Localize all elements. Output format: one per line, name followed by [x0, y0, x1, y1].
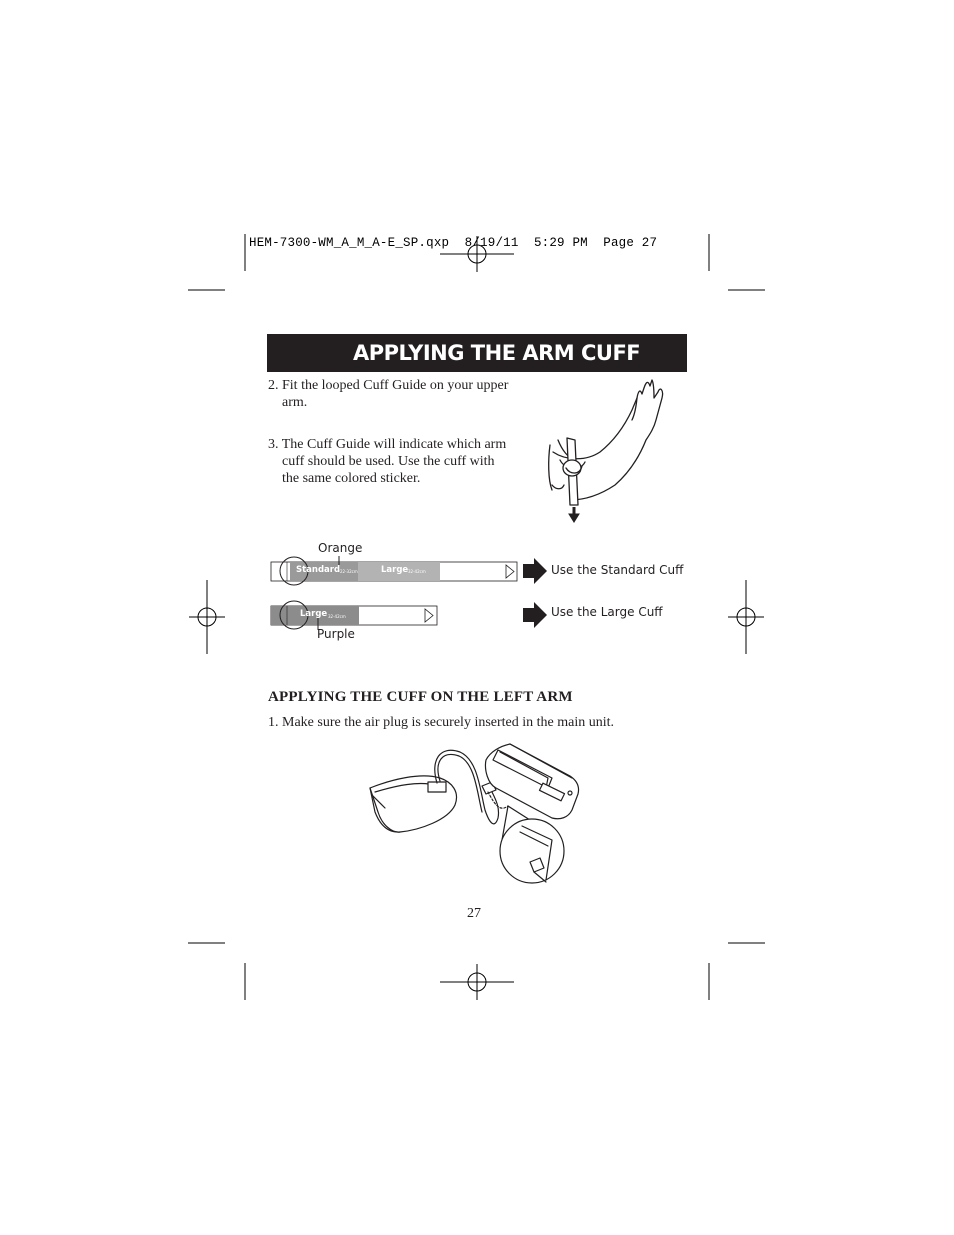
- step-2-line-1: 2. Fit the looped Cuff Guide on your upper: [268, 378, 509, 393]
- step-3-line-3: the same colored sticker.: [282, 471, 421, 486]
- arm-with-cuff-guide-illustration: [549, 380, 663, 505]
- registration-mark-left: [189, 580, 225, 654]
- arrow-right-icon: [523, 558, 547, 584]
- print-slug: HEM-7300-WM_A_M_A-E_SP.qxp 8/19/11 5:29 PM Page 27: [249, 236, 658, 250]
- cuff-guide-large: [271, 601, 437, 630]
- section-heading: APPLYING THE CUFF ON THE LEFT ARM: [268, 689, 573, 705]
- large-sticker-label-2: Large: [300, 609, 328, 619]
- arrow-right-icon: [523, 602, 547, 628]
- orange-label: Orange: [318, 541, 363, 555]
- registration-mark-right: [728, 580, 764, 654]
- svg-text:32-42cm: 32-42cm: [408, 569, 426, 574]
- step-3: [268, 436, 506, 487]
- purple-label: Purple: [317, 627, 355, 641]
- use-large-cuff-label: Use the Large Cuff: [551, 605, 663, 619]
- pull-down-arrow-icon: [569, 507, 579, 522]
- registration-mark-bottom: [440, 964, 514, 1000]
- step-2-line-2: arm.: [282, 395, 308, 410]
- large-sticker-label: Large: [381, 565, 409, 575]
- section-step-1: 1. Make sure the air plug is securely inserted in the main unit.: [268, 715, 615, 730]
- step-3-line-2: cuff should be used. Use the cuff with: [282, 454, 495, 469]
- page-number: 27: [467, 906, 481, 921]
- svg-text:32-42cm: 32-42cm: [328, 614, 346, 619]
- step-2: [268, 377, 508, 411]
- standard-sticker-label: Standard: [296, 565, 341, 575]
- use-standard-cuff-label: Use the Standard Cuff: [551, 563, 684, 577]
- monitor-and-cuff-illustration: [370, 744, 579, 883]
- step-3-line-1: 3. The Cuff Guide will indicate which arm: [268, 437, 507, 452]
- svg-text:22-32cm: 22-32cm: [340, 569, 358, 574]
- page-title: APPLYING THE ARM CUFF: [267, 334, 687, 372]
